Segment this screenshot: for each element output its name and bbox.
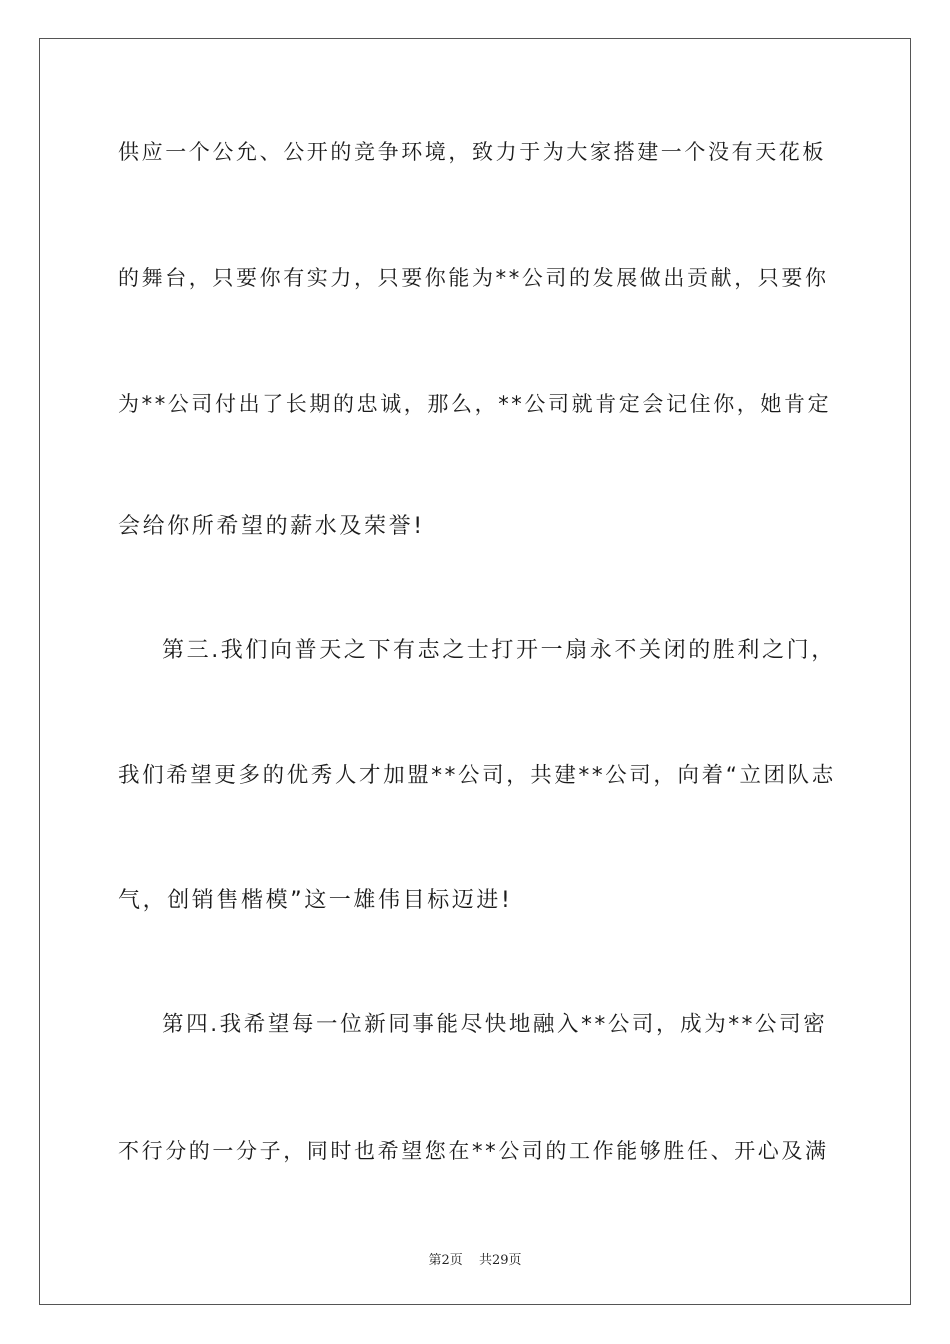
text-line-5: 第三.我们向普天之下有志之士打开一扇永不关闭的胜利之门， (162, 638, 836, 663)
page-footer (0, 1249, 950, 1268)
text-line-8: 第四.我希望每一位新同事能尽快地融入**公司，成为**公司密 (162, 1012, 828, 1037)
text-line-4: 会给你所希望的薪水及荣誉! (118, 514, 425, 539)
text-line-9: 不行分的一分子，同时也希望您在**公司的工作能够胜任、开心及满 (118, 1139, 829, 1163)
page-border (39, 38, 911, 1305)
page-number: 第2页 (428, 1253, 463, 1268)
text-line-2: 的舞台，只要你有实力，只要你能为**公司的发展做出贡献，只要你 (118, 266, 829, 290)
text-line-1: 供应一个公允、公开的竞争环境，致力于为大家搭建一个没有天花板 (118, 140, 826, 164)
text-line-6: 我们希望更多的优秀人才加盟**公司，共建**公司，向着“立团队志 (118, 763, 836, 788)
text-line-3: 为**公司付出了长期的忠诚，那么，**公司就肯定会记住你，她肯定 (118, 392, 832, 416)
text-line-7: 气，创销售楷模”这一雄伟目标迈进! (118, 888, 513, 913)
page-total: 共29页 (478, 1253, 522, 1268)
